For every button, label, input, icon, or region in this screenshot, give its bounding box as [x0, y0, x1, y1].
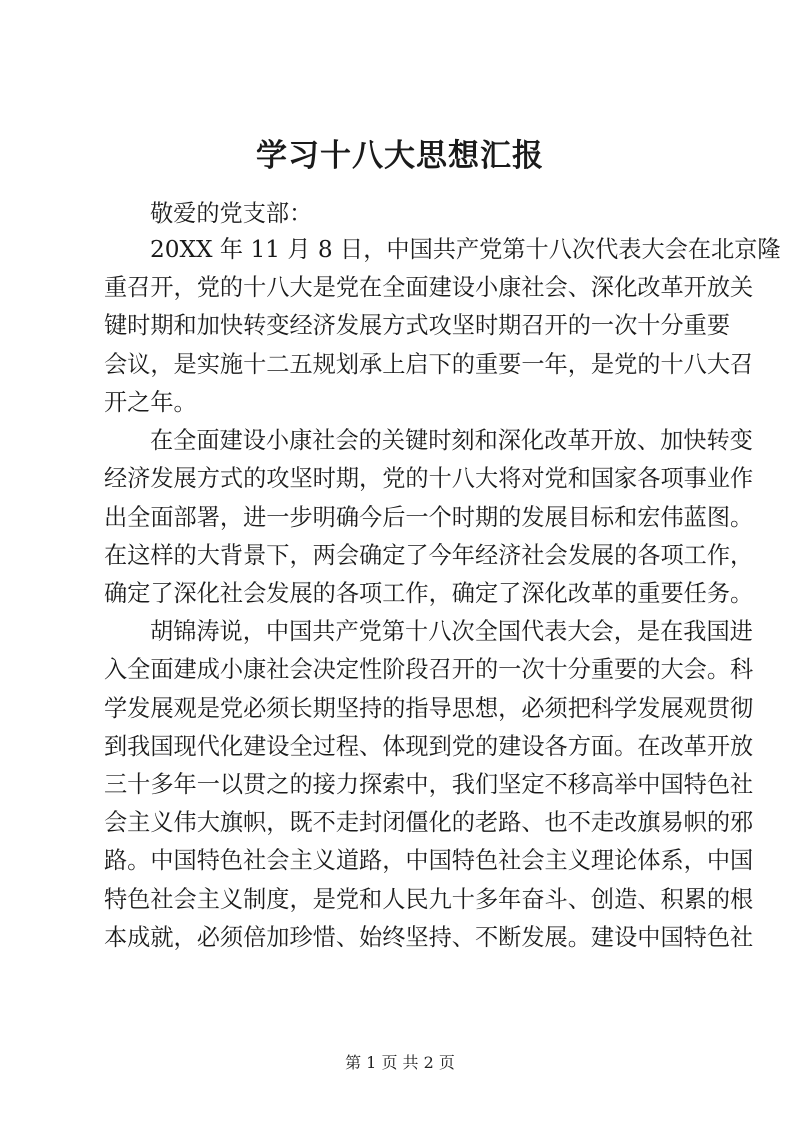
- document-title: 学习十八大思想汇报: [256, 138, 544, 174]
- paragraph-line: 路。中国特色社会主义道路，中国特色社会主义理论体系，中国: [104, 847, 754, 874]
- paragraph-line: 特色社会主义制度，是党和人民九十多年奋斗、创造、积累的根: [104, 886, 754, 913]
- paragraph-line: 经济发展方式的攻坚时期，党的十八大将对党和国家各项事业作: [104, 465, 754, 492]
- paragraph-line: 学发展观是党必须长期坚持的指导思想，必须把科学发展观贯彻: [104, 695, 754, 722]
- paragraph-line: 20XX 年 11 月 8 日，中国共产党第十八次代表大会在北京隆: [150, 236, 781, 263]
- paragraph-line: 开之年。: [104, 389, 197, 416]
- paragraph-line: 在全面建设小康社会的关键时刻和深化改革开放、加快转变: [150, 427, 753, 454]
- paragraph-line: 键时期和加快转变经济发展方式攻坚时期召开的一次十分重要: [104, 312, 731, 339]
- page-footer: 第 1 页 共 2 页: [345, 1053, 455, 1072]
- paragraph-line: 在这样的大背景下，两会确定了今年经济社会发展的各项工作，: [104, 542, 754, 569]
- paragraph-line: 本成就，必须倍加珍惜、始终坚持、不断发展。建设中国特色社: [104, 924, 754, 951]
- paragraph-line: 会主义伟大旗帜，既不走封闭僵化的老路、也不走改旗易帜的邪: [104, 809, 754, 836]
- paragraph-line: 入全面建成小康社会决定性阶段召开的一次十分重要的大会。科: [104, 656, 754, 683]
- paragraph-line: 会议，是实施十二五规划承上启下的重要一年，是党的十八大召: [104, 351, 754, 378]
- paragraph-line: 出全面部署，进一步明确今后一个时期的发展目标和宏伟蓝图。: [104, 504, 754, 531]
- paragraph-line: 到我国现代化建设全过程、体现到党的建设各方面。在改革开放: [104, 733, 754, 760]
- salutation: 敬爱的党支部：: [150, 200, 313, 227]
- paragraph-line: 三十多年一以贯之的接力探索中，我们坚定不移高举中国特色社: [104, 771, 754, 798]
- paragraph-line: 胡锦涛说，中国共产党第十八次全国代表大会，是在我国进: [150, 618, 753, 645]
- paragraph-line: 重召开，党的十八大是党在全面建设小康社会、深化改革开放关: [104, 274, 754, 301]
- paragraph-line: 确定了深化社会发展的各项工作，确定了深化改革的重要任务。: [104, 580, 754, 607]
